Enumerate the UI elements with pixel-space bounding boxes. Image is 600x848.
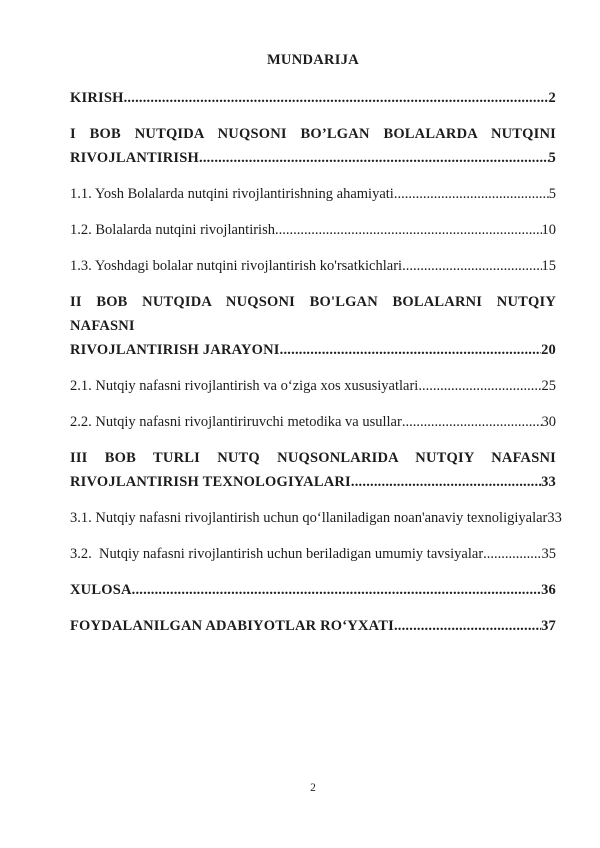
toc-page-number: 35 — [541, 546, 556, 562]
toc-page-number: 25 — [541, 378, 556, 394]
toc-entry — [70, 182, 556, 206]
toc-entry-label: KIRISH — [70, 90, 124, 106]
toc-entry-label: 3.2. Nutqiy nafasni rivojlantirish uchun beriladigan umumiy tavsiyalar — [70, 546, 484, 562]
toc-entry — [70, 122, 556, 170]
toc-entry — [70, 218, 556, 242]
toc-entry-label: 2.1. Nutqiy nafasni rivojlantirish va oʻziga xos xususiyatlari — [70, 378, 419, 394]
dot-leader — [483, 542, 541, 566]
toc-page-number: 30 — [541, 414, 556, 430]
dot-leader — [132, 578, 541, 602]
toc-page-number: 33 — [541, 474, 556, 490]
toc-page-number: 37 — [541, 618, 556, 634]
toc-page-number: 5 — [548, 150, 556, 166]
toc-entry-label: XULOSA — [70, 582, 132, 598]
toc-entry — [70, 614, 556, 638]
dot-leader — [402, 410, 542, 434]
toc-page-number: 10 — [541, 222, 556, 238]
toc-entry-label: 1.1. Yosh Bolalarda nutqini rivojlantirishning ahamiyati — [70, 186, 394, 202]
toc-entry — [70, 374, 556, 398]
toc-entry — [70, 86, 556, 110]
toc-entry-label: RIVOJLANTIRISH JARAYONI — [70, 342, 280, 358]
page-title: MUNDARIJA — [266, 52, 360, 68]
toc-page-number: 15 — [541, 258, 556, 274]
toc-page-number: 5 — [548, 186, 556, 202]
toc-entry — [70, 254, 556, 278]
toc-entry — [70, 446, 556, 494]
toc-entry — [70, 542, 556, 566]
toc-page-number: 20 — [541, 342, 556, 358]
dot-leader — [394, 182, 549, 206]
toc-entry — [70, 578, 556, 602]
toc-entry-label: FOYDALANILGAN ADABIYOTLAR ROʻYXATI — [70, 618, 394, 634]
toc-entry-label: 1.2. Bolalarda nutqini rivojlantirish — [70, 222, 275, 238]
toc-entry-label: II BOB NUTQIDA NUQSONI BO'LGAN BOLALARNI NUTQIY NAFASNI — [70, 294, 556, 334]
toc-entry-label: 3.1. Nutqiy nafasni rivojlantirish uchun qoʻllaniladigan noan'anaviy texnoligiyalar — [70, 510, 548, 526]
toc-entry-label: 2.2. Nutqiy nafasni rivojlantiriruvchi metodika va usullar — [70, 414, 402, 430]
dot-leader — [275, 218, 542, 242]
dot-leader — [394, 614, 541, 638]
toc-page-number: 36 — [541, 582, 556, 598]
dot-leader — [199, 146, 549, 170]
toc-entry-label: 1.3. Yoshdagi bolalar nutqini rivojlantirish ko'rsatkichlari — [70, 258, 403, 274]
dot-leader — [124, 86, 549, 110]
toc-page-number: 33 — [547, 510, 562, 526]
dot-leader — [280, 338, 541, 362]
dot-leader — [418, 374, 541, 398]
dot-leader — [351, 470, 541, 494]
toc-entry-label: RIVOJLANTIRISH — [70, 150, 200, 166]
toc-entry-label: III BOB TURLI NUTQ NUQSONLARIDA NUTQIY NAFASNI — [70, 450, 556, 466]
footer-page-number: 2 — [310, 782, 316, 794]
toc-entry-label: RIVOJLANTIRISH TEXNOLOGIYALARI — [70, 474, 351, 490]
toc-entry — [70, 410, 556, 434]
toc-entry — [70, 506, 562, 530]
dot-leader — [402, 254, 541, 278]
toc-entry-label: I BOB NUTQIDA NUQSONI BO’LGAN BOLALARDA NUTQINI — [70, 126, 556, 142]
toc-entry — [70, 290, 556, 362]
toc-page-number: 2 — [548, 90, 556, 106]
